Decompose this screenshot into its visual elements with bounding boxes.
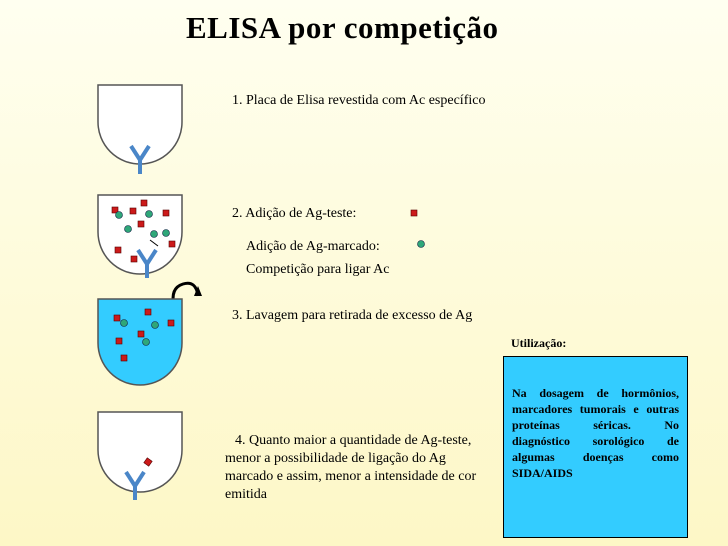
utilizacao-box: [503, 356, 688, 538]
step-1-text: 1. Placa de Elisa revestida com Ac específico: [232, 93, 486, 108]
well-1: [98, 85, 182, 174]
step-2-marked-text: Adição de Ag-marcado:: [246, 239, 380, 254]
ag-test-legend-icon: [411, 210, 417, 216]
well-2: [98, 195, 182, 278]
step-3-text: 3. Lavagem para retirada de excesso de Ag: [232, 308, 473, 323]
utilizacao-label: Utilização:: [511, 336, 567, 350]
ag-marked-legend-icon: [418, 241, 425, 248]
well-4: [98, 412, 182, 500]
step-2-competition-text: Competição para ligar Ac: [246, 262, 390, 277]
step-4-text: 4. Quanto maior a quantidade de Ag-teste, menor a possibilidade de ligação do Ag marcado e assim, menor a intensidade de cor emitida: [225, 433, 477, 502]
step-2-text: 2. Adição de Ag-teste:: [232, 206, 357, 221]
utilizacao-text: Na dosagem de hormônios, marcadores tumorais e outras proteínas séricas. No diagnóstico sorológico de algumas doenças como SIDA/AIDS: [512, 386, 679, 480]
well-3: [98, 299, 182, 385]
page-title: ELISA por competição: [186, 10, 499, 45]
